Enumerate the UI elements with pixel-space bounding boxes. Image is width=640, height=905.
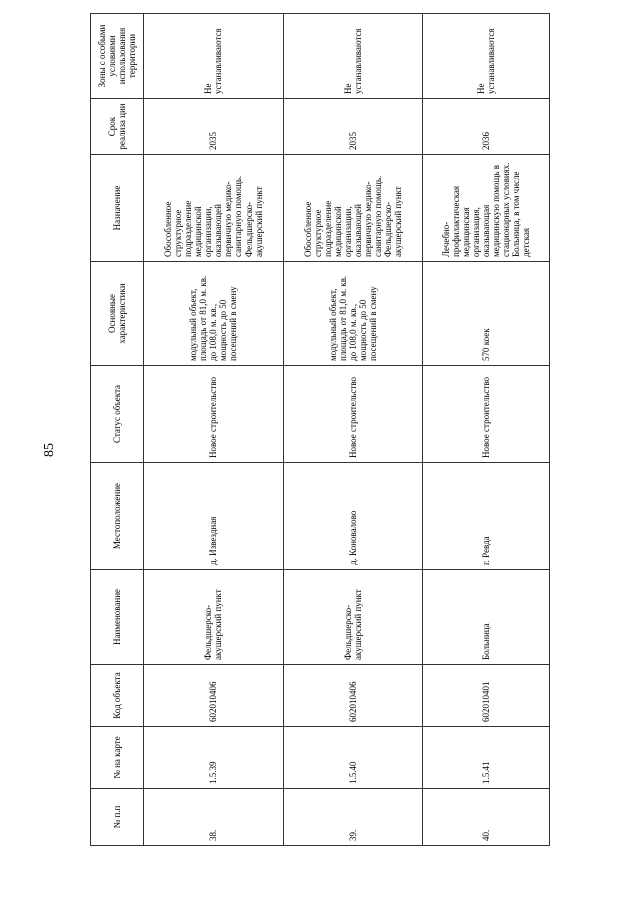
- cell-location: д. Коновалово: [283, 463, 423, 570]
- header-purpose: Назначение: [91, 155, 144, 262]
- cell-location: д. Извездная: [144, 463, 284, 570]
- cell-map-no: 1.5.41: [423, 727, 550, 789]
- cell-status: Новое строительство: [423, 366, 550, 463]
- cell-num: 39.: [283, 789, 423, 846]
- cell-code: 602010406: [283, 665, 423, 727]
- cell-characteristics: модульный объект, площадь от 81,0 м. кв. до 108,0 м. кв., мощность до 50 посещений в смену: [144, 262, 284, 366]
- cell-code: 602010406: [144, 665, 284, 727]
- cell-name: Больница: [423, 570, 550, 665]
- header-location: Местоположение: [91, 463, 144, 570]
- header-name: Наименование: [91, 570, 144, 665]
- cell-name: Фельдшерско-акушерский пункт: [144, 570, 284, 665]
- cell-purpose: Обособленное структурное подразделение медицинской организации, оказывающей первичную медико-санитарную помощь. Фельдшерско-акушерский пункт: [283, 155, 423, 262]
- table-header-row: [91, 14, 144, 846]
- rotated-table-wrapper: [90, 14, 550, 846]
- cell-characteristics: 570 коек: [423, 262, 550, 366]
- cell-purpose: Лечебно-профилактическая медицинская организация, оказывающая медицинскую помощь в стационарных условиях. Больница, в том числе детская: [423, 155, 550, 262]
- cell-zones: Не устанавливаются: [283, 14, 423, 99]
- header-characteristics: Основные характеристики: [91, 262, 144, 366]
- cell-code: 602010401: [423, 665, 550, 727]
- header-map-no: № на карте: [91, 727, 144, 789]
- header-status: Статус объекта: [91, 366, 144, 463]
- cell-map-no: 1.5.40: [283, 727, 423, 789]
- cell-zones: Не устанавливаются: [423, 14, 550, 99]
- cell-status: Новое строительство: [283, 366, 423, 463]
- header-zones: Зоны с особыми условиями использования территории: [91, 14, 144, 99]
- cell-map-no: 1.5.39: [144, 727, 284, 789]
- page-number: 85: [42, 443, 57, 457]
- cell-num: 40.: [423, 789, 550, 846]
- cell-status: Новое строительство: [144, 366, 284, 463]
- objects-table: [90, 13, 550, 846]
- cell-purpose: Обособленное структурное подразделение медицинской организации, оказывающей первичную медико-санитарную помощь. Фельдшерско-акушерский пункт: [144, 155, 284, 262]
- cell-zones: Не устанавливаются: [144, 14, 284, 99]
- header-code: Код объекта: [91, 665, 144, 727]
- cell-location: г. Ревда: [423, 463, 550, 570]
- cell-deadline: 2035: [144, 99, 284, 155]
- cell-deadline: 2036: [423, 99, 550, 155]
- cell-name: Фельдшерско-акушерский пункт: [283, 570, 423, 665]
- table-row: [144, 14, 284, 846]
- header-num: № п.п: [91, 789, 144, 846]
- header-deadline: Срок реализа ции: [91, 99, 144, 155]
- cell-deadline: 2035: [283, 99, 423, 155]
- rotated-table-inner: [90, 14, 550, 846]
- cell-num: 38.: [144, 789, 284, 846]
- table-row: [423, 14, 550, 846]
- cell-characteristics: модульный объект, площадь от 81,0 м. кв. до 108,0 м. кв., мощность до 50 посещений в смену: [283, 262, 423, 366]
- table-row: [283, 14, 423, 846]
